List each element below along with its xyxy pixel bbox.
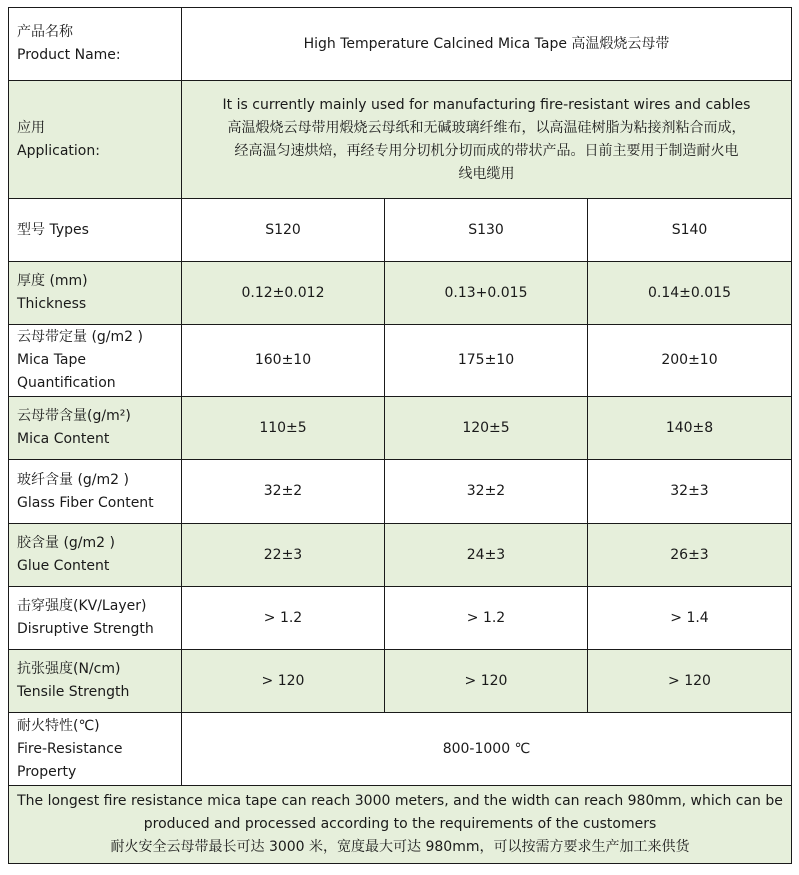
application-label-en: Application:: [17, 142, 100, 159]
disruptive-strength-label: [9, 587, 182, 650]
mica-content-value-s120: 110±5: [182, 397, 385, 460]
glass-fiber-value-s130: 32±2: [385, 460, 588, 524]
disruptive-strength-value-s140: > 1.4: [588, 587, 792, 650]
row-tensile-strength: [9, 650, 792, 713]
thickness-value-s130: 0.13+0.015: [385, 262, 588, 325]
types-value-s130: S130: [385, 199, 588, 262]
quantification-label: [9, 325, 182, 397]
thickness-value-s140: 0.14±0.015: [588, 262, 792, 325]
disruptive-strength-value-s120: > 1.2: [182, 587, 385, 650]
glue-content-label-en: Glue Content: [17, 558, 110, 574]
footer-line-2: produced and processed according to the requirements of the customers: [143, 816, 657, 832]
product-name-label-en: Product Name:: [17, 47, 121, 63]
glue-content-label-cn: 胶含量 (g/m2 ): [17, 535, 115, 551]
row-glue-content: [9, 524, 792, 587]
quantification-value-s130: 175±10: [385, 325, 588, 397]
footer-line-1: The longest fire resistance mica tape can reach 3000 meters, and the width can reach 980mm, which can be: [17, 793, 783, 809]
fire-resistance-label: [9, 713, 182, 786]
tensile-strength-value-s130: > 120: [385, 650, 588, 713]
types-value-s120: S120: [182, 199, 385, 262]
quantification-label-en-1: Mica Tape: [17, 352, 87, 368]
types-label: 型号 Types: [9, 199, 182, 262]
mica-content-label-cn: 云母带含量(g/m²): [17, 408, 131, 424]
row-footer-note: [9, 786, 792, 864]
mica-content-value-s130: 120±5: [385, 397, 588, 460]
quantification-value-s120: 160±10: [182, 325, 385, 397]
application-line-1: It is currently mainly used for manufacturing fire-resistant wires and cables: [222, 96, 751, 113]
fire-resistance-value: 800-1000 ℃: [182, 713, 792, 786]
fire-resistance-label-en-2: Property: [17, 763, 77, 780]
glass-fiber-value-s140: 32±3: [588, 460, 792, 524]
product-name-label: [9, 8, 182, 81]
glue-content-value-s130: 24±3: [385, 524, 588, 587]
tensile-strength-label: [9, 650, 182, 713]
thickness-label-en: Thickness: [17, 296, 87, 312]
row-quantification: [9, 325, 792, 397]
quantification-label-cn: 云母带定量 (g/m2 ): [17, 329, 143, 345]
row-fire-resistance: [9, 713, 792, 786]
thickness-label: [9, 262, 182, 325]
row-thickness: [9, 262, 792, 325]
application-label-cn: 应用: [17, 119, 45, 136]
row-mica-content: [9, 397, 792, 460]
glue-content-label: [9, 524, 182, 587]
quantification-value-s140: 200±10: [588, 325, 792, 397]
row-application: [9, 81, 792, 199]
glass-fiber-label: [9, 460, 182, 524]
types-value-s140: S140: [588, 199, 792, 262]
glass-fiber-label-cn: 玻纤含量 (g/m2 ): [17, 471, 129, 488]
product-name-label-cn: 产品名称: [17, 24, 73, 40]
spec-table: [8, 7, 792, 864]
application-label: [9, 81, 182, 199]
mica-content-value-s140: 140±8: [588, 397, 792, 460]
row-glass-fiber-content: [9, 460, 792, 524]
fire-resistance-label-cn: 耐火特性(℃): [17, 717, 100, 734]
disruptive-strength-label-en: Disruptive Strength: [17, 621, 154, 637]
row-types: [9, 199, 792, 262]
application-line-2: 高温煅烧云母带用煅烧云母纸和无碱玻璃纤维布，以高温硅树脂为粘接剂粘合而成，: [227, 119, 746, 136]
application-value: [182, 81, 792, 199]
tensile-strength-label-cn: 抗张强度(N/cm): [17, 661, 121, 677]
thickness-label-cn: 厚度 (mm): [17, 273, 88, 289]
fire-resistance-label-en-1: Fire-Resistance: [17, 740, 123, 757]
disruptive-strength-label-cn: 击穿强度(KV/Layer): [17, 598, 147, 614]
glass-fiber-label-en: Glass Fiber Content: [17, 494, 154, 511]
product-name-value: High Temperature Calcined Mica Tape 高温煅烧云母带: [182, 8, 792, 81]
tensile-strength-label-en: Tensile Strength: [17, 684, 130, 700]
footer-line-3: 耐火安全云母带最长可达 3000 米，宽度最大可达 980mm，可以按需方要求生产加工来供货: [110, 839, 690, 855]
glue-content-value-s120: 22±3: [182, 524, 385, 587]
glue-content-value-s140: 26±3: [588, 524, 792, 587]
application-line-4: 线电缆用: [458, 165, 515, 182]
quantification-label-en-2: Quantification: [17, 375, 116, 391]
row-disruptive-strength: [9, 587, 792, 650]
application-line-3: 经高温匀速烘焙，再经专用分切机分切而成的带状产品。日前主要用于制造耐火电: [234, 142, 739, 159]
mica-content-label-en: Mica Content: [17, 431, 110, 447]
disruptive-strength-value-s130: > 1.2: [385, 587, 588, 650]
footer-note: [9, 786, 792, 864]
row-product-name: [9, 8, 792, 81]
thickness-value-s120: 0.12±0.012: [182, 262, 385, 325]
glass-fiber-value-s120: 32±2: [182, 460, 385, 524]
tensile-strength-value-s140: > 120: [588, 650, 792, 713]
mica-content-label: [9, 397, 182, 460]
tensile-strength-value-s120: > 120: [182, 650, 385, 713]
